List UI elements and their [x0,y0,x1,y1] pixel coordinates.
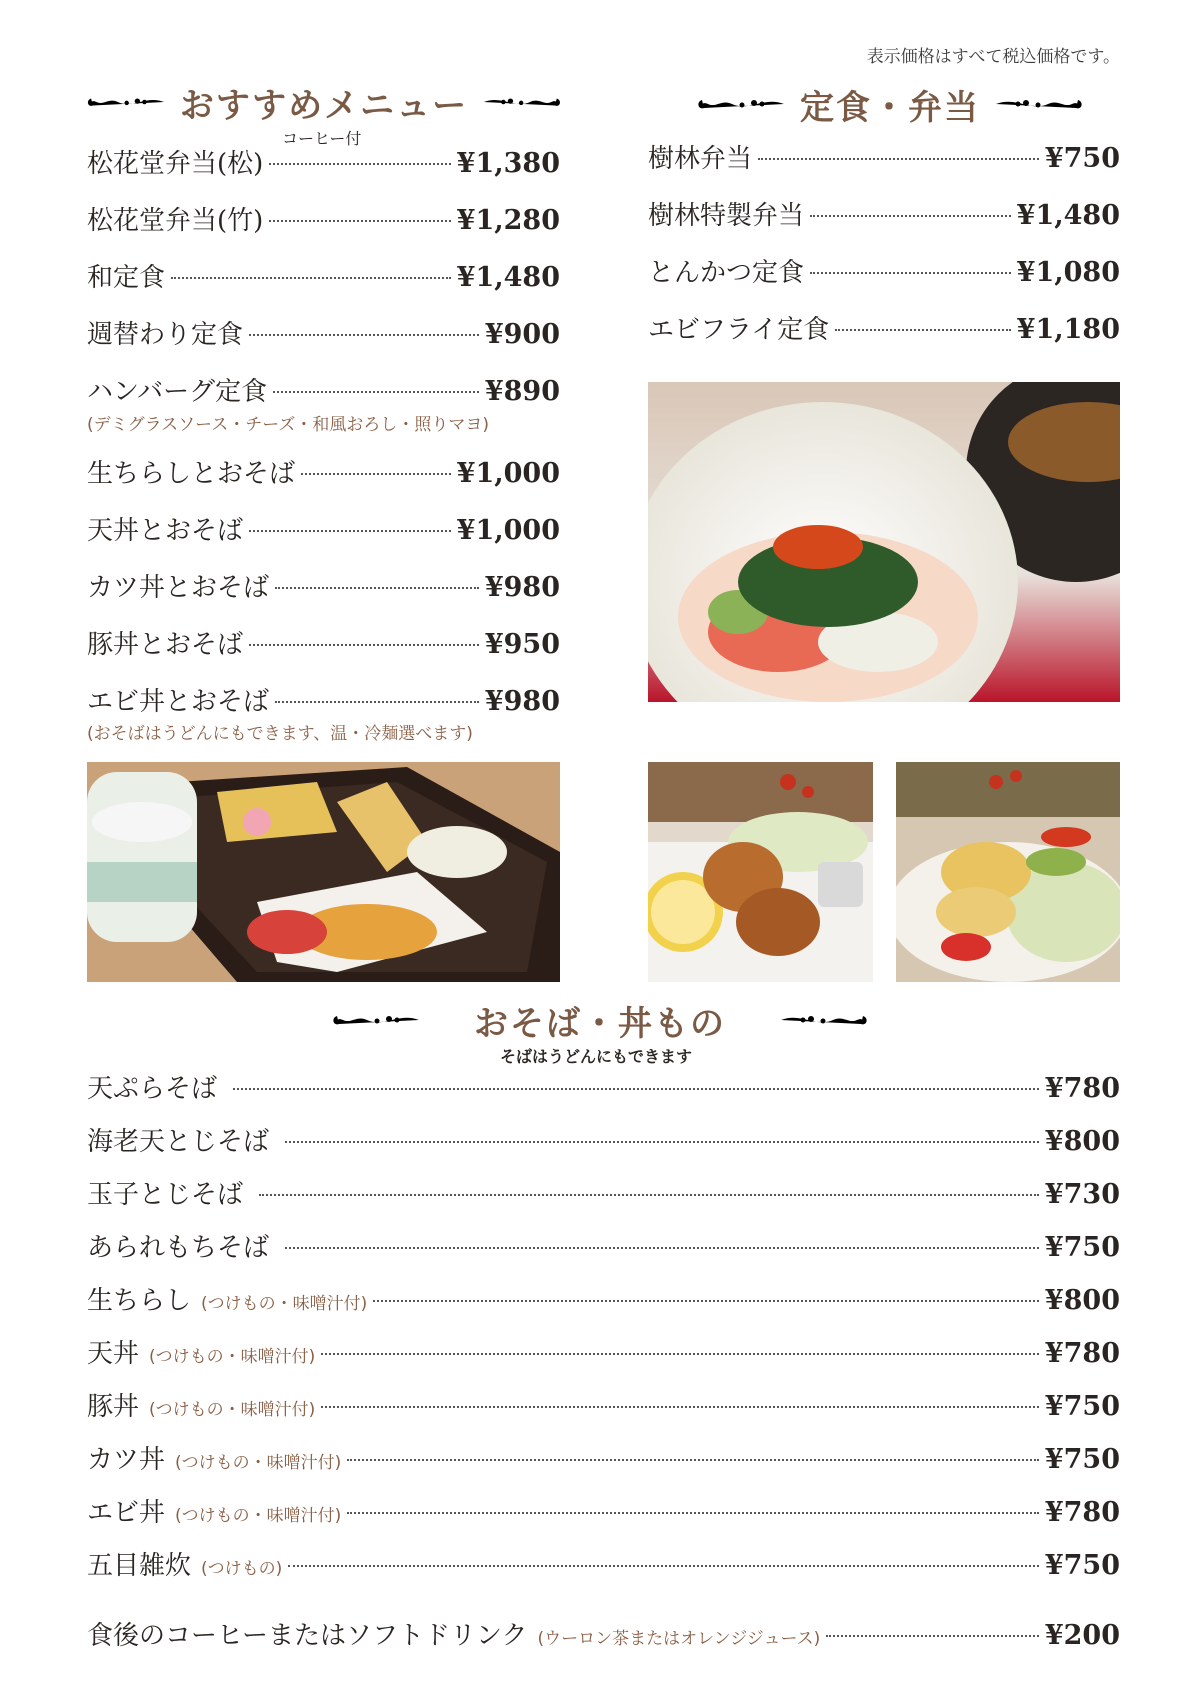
teishoku-heading-text: 定食・弁当 [800,87,980,128]
dot-leader [269,163,450,165]
drink-item [87,1615,1120,1655]
item-name: 樹林弁当 [648,144,753,174]
item-name: 五目雑炊 [87,1551,192,1581]
coffee-note: コーヒー付 [282,129,362,148]
menu-item [87,1386,1120,1426]
dot-leader [347,1459,1039,1461]
menu-item [87,371,560,411]
item-price: ¥1,480 [456,262,560,293]
item-note: (つけもの・味噌汁付) [175,1453,342,1473]
dot-leader [810,272,1011,274]
item-name: 週替わり定食 [87,320,244,350]
menu-item [87,567,560,607]
flourish-right-icon [740,1008,910,1032]
dot-leader [171,277,451,279]
dot-leader [347,1512,1039,1514]
dot-leader [373,1300,1039,1302]
item-price: ¥980 [484,686,560,717]
item-price: ¥1,080 [1016,257,1120,288]
flourish-right-icon [994,92,1086,116]
soba-heading [290,996,910,1044]
menu-item [87,1492,1120,1532]
dot-leader [269,220,450,222]
item-price: ¥1,480 [1016,200,1120,231]
flourish-left-icon [290,1008,460,1032]
item-name: エビ丼とおそば [87,687,270,717]
soba-note: そばはうどんにもできます [500,1047,693,1066]
item-name: ハンバーグ定食 [87,377,268,407]
menu-item [87,257,560,297]
dot-leader [275,587,479,589]
item-price: ¥750 [1044,1550,1120,1581]
flourish-left-icon [694,92,786,116]
item-price: ¥750 [1044,143,1120,174]
item-price: ¥980 [484,572,560,603]
dot-leader [835,329,1010,331]
item-note: (つけもの・味噌汁付) [149,1400,316,1420]
item-price: ¥950 [484,629,560,660]
item-price: ¥1,000 [456,515,560,546]
dot-leader [259,1194,1039,1196]
chirashi-bowl-photo [648,382,1120,702]
dot-leader [249,644,479,646]
item-note: (つけもの) [201,1559,283,1579]
item-note: (ウーロン茶またはオレンジジュース) [537,1629,821,1649]
item-name: あられもちそば [87,1233,270,1263]
osusume-heading [84,78,564,126]
item-price: ¥780 [1044,1073,1120,1104]
item-price: ¥890 [484,376,560,407]
dot-leader [321,1406,1039,1408]
item-name: 天丼 [87,1339,140,1369]
menu-item [87,1333,1120,1373]
menu-item [87,453,560,493]
menu-item [87,143,560,183]
item-name: 豚丼 [87,1392,140,1422]
item-name: 天ぷらそば [87,1074,218,1104]
item-price: ¥200 [1044,1620,1120,1651]
menu-item [87,200,560,240]
item-price: ¥750 [1044,1232,1120,1263]
flourish-right-icon [482,90,564,114]
dot-leader [758,158,1039,160]
menu-item [87,1068,1120,1108]
item-price: ¥1,180 [1016,314,1120,345]
tax-note: 表示価格はすべて税込価格です。 [866,47,1120,67]
dot-leader [321,1353,1039,1355]
item-price: ¥1,000 [456,458,560,489]
item-name: カツ丼とおそば [87,573,270,603]
item-price: ¥730 [1044,1179,1120,1210]
dot-leader [285,1247,1039,1249]
teishoku-heading [660,80,1120,128]
item-price: ¥780 [1044,1497,1120,1528]
item-name: 生ちらし [87,1286,192,1316]
osusume-heading-text: おすすめメニュー [179,85,469,126]
dot-leader [301,473,451,475]
menu-item [87,1439,1120,1479]
item-name: 食後のコーヒーまたはソフトドリンク [87,1621,528,1651]
dot-leader [810,215,1011,217]
item-price: ¥780 [1044,1338,1120,1369]
menu-item [87,1280,1120,1320]
menu-item [648,252,1120,292]
dot-leader [249,530,451,532]
item-name: 生ちらしとおそば [87,459,296,489]
dot-leader [826,1635,1039,1637]
menu-item [87,624,560,664]
menu-item [648,195,1120,235]
item-sub-note: (おそばはうどんにもできます、温・冷麺選べます) [87,724,473,744]
item-name: エビ丼 [87,1498,166,1528]
shrimp-photo [896,762,1120,982]
item-name: 松花堂弁当(松) [87,149,264,179]
dot-leader [233,1088,1039,1090]
dot-leader [288,1565,1039,1567]
item-price: ¥900 [484,319,560,350]
soba-heading-text: おそば・丼もの [474,1003,726,1044]
menu-item [87,314,560,354]
menu-item [87,510,560,550]
item-name: エビフライ定食 [648,315,830,345]
flourish-left-icon [84,90,166,114]
item-price: ¥800 [1044,1126,1120,1157]
menu-item [87,1174,1120,1214]
item-note: (つけもの・味噌汁付) [175,1506,342,1526]
item-note: (つけもの・味噌汁付) [201,1294,368,1314]
menu-item [87,1227,1120,1267]
item-price: ¥750 [1044,1391,1120,1422]
bento-photo [87,762,560,982]
item-name: 樹林特製弁当 [648,201,805,231]
item-price: ¥800 [1044,1285,1120,1316]
menu-item [648,309,1120,349]
dot-leader [273,391,479,393]
menu-item [87,1121,1120,1161]
item-note: (つけもの・味噌汁付) [149,1347,316,1367]
item-price: ¥750 [1044,1444,1120,1475]
item-name: 玉子とじそば [87,1180,244,1210]
dot-leader [275,701,479,703]
item-name: 松花堂弁当(竹) [87,206,264,236]
dot-leader [249,334,479,336]
karaage-photo [648,762,873,982]
menu-item [648,138,1120,178]
item-name: とんかつ定食 [648,258,805,288]
item-price: ¥1,280 [456,205,560,236]
menu-item [87,1545,1120,1585]
dot-leader [285,1141,1039,1143]
item-price: ¥1,380 [456,148,560,179]
item-name: 天丼とおそば [87,516,244,546]
item-name: 和定食 [87,263,166,293]
item-name: 海老天とじそば [87,1127,270,1157]
item-name: 豚丼とおそば [87,630,244,660]
item-sub-note: (デミグラスソース・チーズ・和風おろし・照りマヨ) [87,415,490,435]
item-name: カツ丼 [87,1445,166,1475]
menu-item [87,681,560,721]
